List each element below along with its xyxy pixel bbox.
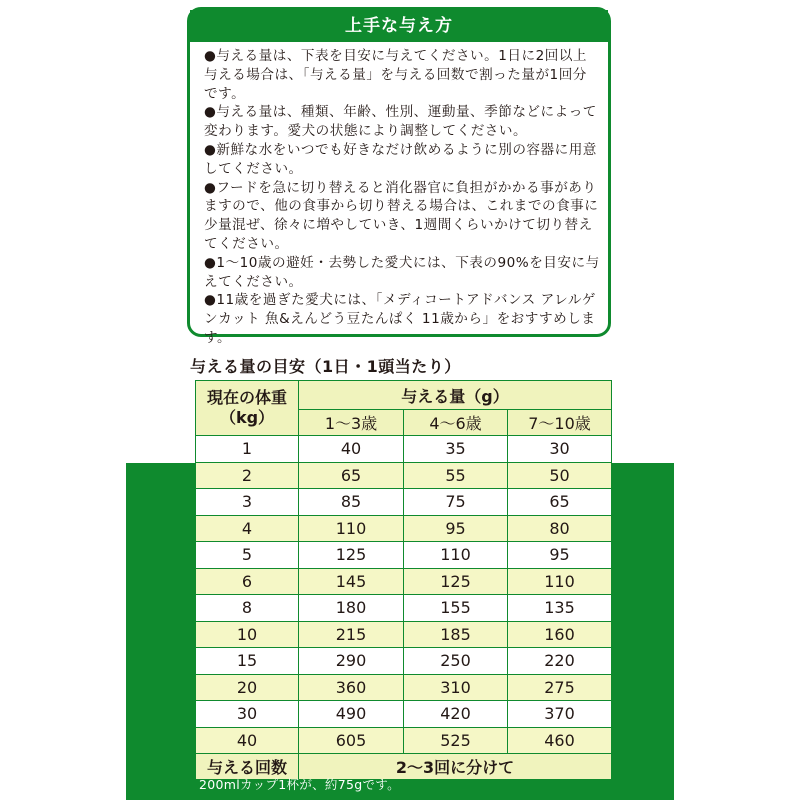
amount-cell: 65 bbox=[299, 462, 404, 489]
tip-item: ●11歳を過ぎた愛犬には、「メディコートアドバンス アレルゲンカット 魚&えんどう豆たんぱく 11歳から」をおすすめします。 bbox=[204, 292, 596, 346]
table-row bbox=[196, 515, 612, 542]
amount-cell: 85 bbox=[299, 489, 404, 516]
table-row bbox=[196, 595, 612, 622]
tips-list bbox=[190, 42, 608, 348]
amount-cell: 215 bbox=[299, 621, 404, 648]
amount-cell: 125 bbox=[404, 568, 508, 595]
weight-cell: 5 bbox=[196, 542, 299, 569]
amount-cell: 145 bbox=[299, 568, 404, 595]
table-row bbox=[196, 674, 612, 701]
table-row bbox=[196, 489, 612, 516]
amount-cell: 310 bbox=[404, 674, 508, 701]
amount-cell: 110 bbox=[508, 568, 612, 595]
table-row bbox=[196, 621, 612, 648]
amount-cell: 135 bbox=[508, 595, 612, 622]
tip-item: ●新鮮な水をいつでも好きなだけ飲めるように別の容器に用意してください。 bbox=[204, 141, 597, 177]
tip-item: ●与える量は、種類、年齢、性別、運動量、季節などによって変わります。愛犬の状態により調整してください。 bbox=[204, 104, 597, 140]
amount-cell: 155 bbox=[404, 595, 508, 622]
amount-cell: 490 bbox=[299, 701, 404, 728]
weight-cell: 6 bbox=[196, 568, 299, 595]
age-column-header: 7～10歳 bbox=[508, 410, 612, 436]
tip-item: ●与える量は、下表を目安に与えてください。1日に2回以上与える場合は、「与える量」を与える回数で割った量が1回分です。 bbox=[204, 48, 588, 102]
weight-cell: 1 bbox=[196, 436, 299, 463]
amount-cell: 460 bbox=[508, 727, 612, 754]
amount-cell: 80 bbox=[508, 515, 612, 542]
weight-cell: 2 bbox=[196, 462, 299, 489]
amount-cell: 525 bbox=[404, 727, 508, 754]
amount-cell: 125 bbox=[299, 542, 404, 569]
amount-cell: 50 bbox=[508, 462, 612, 489]
amount-cell: 95 bbox=[404, 515, 508, 542]
weight-cell: 40 bbox=[196, 727, 299, 754]
amount-cell: 275 bbox=[508, 674, 612, 701]
amount-cell: 35 bbox=[404, 436, 508, 463]
amount-cell: 110 bbox=[299, 515, 404, 542]
weight-cell: 4 bbox=[196, 515, 299, 542]
amount-cell: 110 bbox=[404, 542, 508, 569]
weight-cell: 8 bbox=[196, 595, 299, 622]
amount-cell: 220 bbox=[508, 648, 612, 675]
table-row bbox=[196, 568, 612, 595]
weight-cell: 3 bbox=[196, 489, 299, 516]
amount-cell: 40 bbox=[299, 436, 404, 463]
table-row bbox=[196, 701, 612, 728]
tip-item: ●1～10歳の避妊・去勢した愛犬には、下表の90%を目安に与えてください。 bbox=[204, 254, 600, 290]
amount-cell: 55 bbox=[404, 462, 508, 489]
amount-cell: 185 bbox=[404, 621, 508, 648]
frequency-label: 与える回数 bbox=[196, 754, 299, 780]
amount-cell: 420 bbox=[404, 701, 508, 728]
amount-cell: 30 bbox=[508, 436, 612, 463]
age-column-header: 4～6歳 bbox=[404, 410, 508, 436]
amount-cell: 65 bbox=[508, 489, 612, 516]
feeding-amount-table bbox=[195, 380, 612, 780]
table-row bbox=[196, 648, 612, 675]
frequency-value: 2～3回に分けて bbox=[299, 754, 612, 780]
table-row bbox=[196, 462, 612, 489]
amount-cell: 360 bbox=[299, 674, 404, 701]
weight-cell: 20 bbox=[196, 674, 299, 701]
weight-header: 現在の体重（kg） bbox=[196, 381, 299, 436]
amount-cell: 370 bbox=[508, 701, 612, 728]
amount-cell: 605 bbox=[299, 727, 404, 754]
tip-item: ●フードを急に切り替えると消化器官に負担がかかる事がありますので、他の食事から切り替える場合は、これまでの食事に少量混ぜ、徐々に増やしていき、1週間くらいかけて切り替えてください。 bbox=[204, 179, 599, 252]
amount-cell: 290 bbox=[299, 648, 404, 675]
weight-cell: 15 bbox=[196, 648, 299, 675]
amount-cell: 250 bbox=[404, 648, 508, 675]
table-row bbox=[196, 436, 612, 463]
age-column-header: 1～3歳 bbox=[299, 410, 404, 436]
amount-cell: 75 bbox=[404, 489, 508, 516]
table-body bbox=[196, 436, 612, 754]
weight-cell: 10 bbox=[196, 621, 299, 648]
feeding-table-title: 与える量の目安（1日・1頭当たり） bbox=[190, 357, 461, 376]
table-row bbox=[196, 542, 612, 569]
amount-cell: 180 bbox=[299, 595, 404, 622]
table-row bbox=[196, 727, 612, 754]
amount-header: 与える量（g） bbox=[299, 381, 612, 410]
amount-cell: 95 bbox=[508, 542, 612, 569]
tips-title: 上手な与え方 bbox=[190, 10, 608, 42]
weight-cell: 30 bbox=[196, 701, 299, 728]
cup-measure-note: 200mlカップ1杯が、約75gです。 bbox=[199, 777, 400, 792]
amount-cell: 160 bbox=[508, 621, 612, 648]
feeding-tips-box bbox=[187, 7, 611, 346]
